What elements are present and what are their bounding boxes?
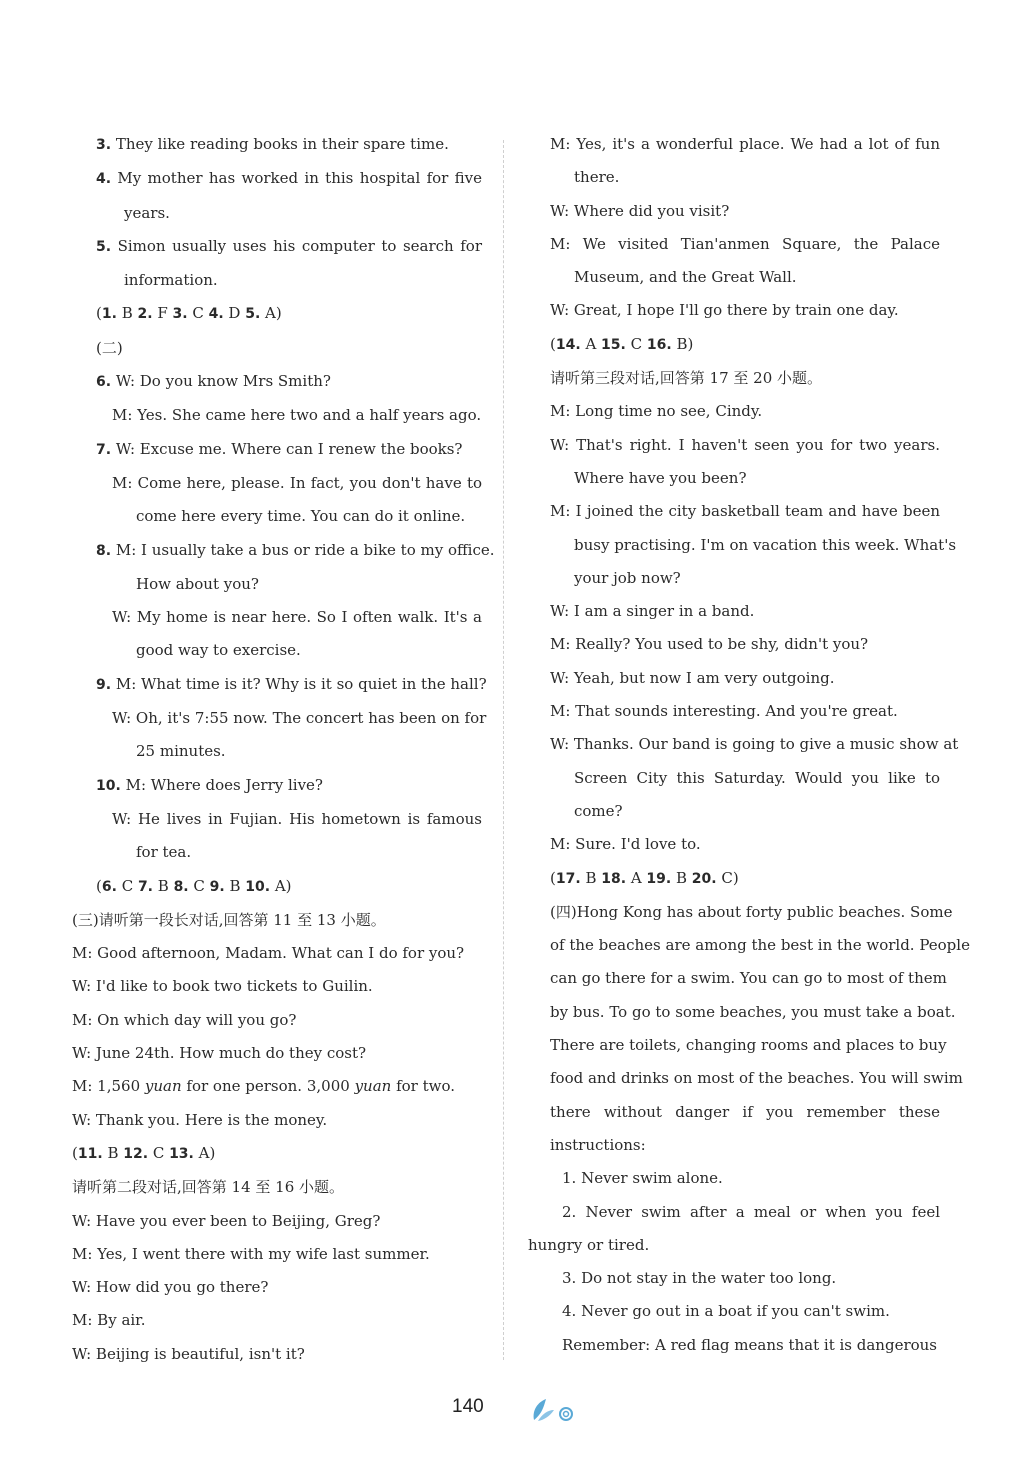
line-text: M: What time is it? Why is it so quiet in the hall? — [111, 674, 487, 693]
line-text: M: Really? You used to be shy, didn't you? — [550, 635, 869, 654]
text-line — [72, 332, 482, 365]
line-text: ( — [550, 868, 556, 887]
line-text: 3. Do not stay in the water too long. — [562, 1269, 837, 1288]
line-text: ( — [550, 334, 556, 353]
line-text: Screen City this Saturday. Would you like to — [574, 768, 940, 787]
page-footer — [0, 1396, 1009, 1426]
line-text: ( — [96, 304, 102, 323]
line-text: D — [223, 304, 246, 323]
line-text: W: Thanks. Our band is going to give a music show at — [550, 735, 959, 754]
line-text: for one person. 3,000 — [181, 1077, 355, 1096]
text-line — [72, 1238, 482, 1271]
line-text: B — [153, 876, 174, 895]
text-line — [72, 970, 482, 1003]
question-number: 18. — [601, 870, 627, 887]
text-line — [72, 467, 482, 500]
line-text: C — [625, 334, 647, 353]
text-line — [528, 1062, 963, 1095]
line-text: information. — [124, 271, 218, 290]
line-text: M: Long time no see, Cindy. — [550, 402, 763, 421]
question-number: 14. — [555, 336, 581, 353]
line-text: C — [187, 304, 209, 323]
line-text: 1. Never swim alone. — [562, 1169, 723, 1188]
line-text: W: Do you know Mrs Smith? — [111, 372, 331, 391]
line-text: M: Yes. She came here two and a half years ago. — [112, 406, 482, 425]
line-text: W: I'd like to book two tickets to Guilin. — [72, 977, 373, 996]
question-number: 3. — [96, 137, 112, 153]
text-line — [528, 628, 940, 661]
line-text: by bus. To go to some beaches, you must take a boat. — [550, 1002, 956, 1021]
line-text: W: Oh, it's 7:55 now. The concert has been on for — [112, 709, 487, 728]
text-line — [72, 1271, 482, 1304]
question-number: 20. — [691, 870, 717, 887]
line-text: for tea. — [136, 843, 192, 862]
line-text: F — [152, 304, 173, 323]
line-text: ( — [96, 876, 102, 895]
question-number: 12. — [123, 1145, 149, 1162]
text-line — [528, 529, 957, 562]
text-line — [528, 595, 940, 628]
line-text: come here every time. You can do it online. — [136, 507, 466, 526]
text-line — [72, 1205, 482, 1238]
line-text: A) — [193, 1143, 216, 1162]
text-line — [528, 728, 959, 761]
text-line — [72, 803, 482, 836]
line-text: food and drinks on most of the beaches. You will swim — [550, 1069, 963, 1088]
text-line — [72, 500, 482, 533]
line-text: (二) — [96, 338, 123, 357]
line-text: B — [102, 1143, 124, 1162]
question-number: 1. — [101, 306, 117, 323]
text-line — [528, 1229, 940, 1262]
line-text: W: Beijing is beautiful, isn't it? — [72, 1344, 305, 1363]
text-line — [72, 601, 482, 634]
line-text: A) — [260, 304, 282, 323]
line-text: C — [188, 876, 210, 895]
line-text: can go there for a swim. You can go to most of them — [550, 969, 947, 988]
text-line — [72, 735, 482, 768]
text-line — [72, 1104, 482, 1137]
question-number: 11. — [77, 1145, 103, 1162]
line-text: W: How did you go there? — [72, 1278, 269, 1297]
text-line — [528, 762, 940, 795]
line-text: W: Have you ever been to Beijing, Greg? — [72, 1211, 381, 1230]
left-column — [72, 128, 495, 1371]
text-line — [72, 197, 482, 230]
line-text: There are toilets, changing rooms and places to buy — [550, 1036, 947, 1055]
text-line — [528, 261, 940, 294]
line-text: W: I am a singer in a band. — [550, 602, 755, 621]
question-number: 17. — [555, 870, 581, 887]
line-text: come? — [574, 801, 623, 820]
italic-text: yuan — [144, 1077, 182, 1096]
line-text: W: Where did you visit? — [550, 201, 730, 220]
line-text: 25 minutes. — [136, 742, 226, 761]
line-text: C — [116, 876, 138, 895]
line-text: there. — [574, 168, 620, 187]
line-text: M: Where does Jerry live? — [120, 775, 323, 794]
text-line — [528, 1162, 940, 1195]
line-text: A) — [270, 876, 292, 895]
line-text: W: He lives in Fujian. His hometown is famous — [112, 809, 482, 828]
line-text: W: Yeah, but now I am very outgoing. — [550, 668, 835, 687]
text-line — [528, 795, 940, 828]
text-line — [72, 1338, 482, 1371]
line-text: Remember: A red flag means that it is dangerous — [562, 1335, 937, 1354]
line-text: M: Good afternoon, Madam. What can I do for you? — [72, 944, 465, 963]
line-text: A — [626, 868, 647, 887]
line-text: B) — [671, 334, 694, 353]
question-number: 8. — [96, 542, 112, 559]
text-line — [72, 1171, 482, 1204]
text-line — [72, 1004, 482, 1037]
line-text: W: Excuse me. Where can I renew the books? — [111, 439, 463, 458]
question-number: 8. — [173, 878, 189, 895]
line-text: M: I usually take a bus or ride a bike to my office. — [111, 540, 495, 559]
line-text: M: I joined the city basketball team and have been — [550, 502, 940, 521]
text-line — [72, 937, 482, 970]
text-line — [528, 429, 940, 462]
question-number: 19. — [646, 870, 672, 887]
question-number: 13. — [169, 1145, 194, 1162]
line-text: C) — [716, 868, 739, 887]
text-line — [72, 534, 495, 568]
text-line — [528, 1096, 940, 1129]
text-line — [72, 702, 487, 735]
leaf-swirl-logo — [528, 1396, 580, 1424]
text-line — [72, 904, 482, 937]
line-text: 4. Never go out in a boat if you can't swim. — [562, 1302, 890, 1321]
text-line — [72, 1070, 482, 1103]
line-text: They like reading books in their spare time. — [111, 135, 449, 153]
line-text: M: We visited Tian'anmen Square, the Palace — [550, 234, 940, 253]
line-text: W: Great, I hope I'll go there by train one day. — [550, 301, 899, 320]
text-line — [528, 161, 940, 194]
line-text: M: Yes, I went there with my wife last summer. — [72, 1244, 430, 1263]
page-number: 140 — [452, 1396, 484, 1417]
text-line — [72, 1304, 482, 1337]
text-line — [528, 828, 940, 861]
line-text: (三)请听第一段长对话,回答第 11 至 13 小题。 — [72, 910, 386, 929]
text-line — [528, 395, 940, 428]
text-line — [528, 962, 947, 995]
line-text: hungry or tired. — [528, 1235, 650, 1254]
question-number: 7. — [96, 441, 112, 458]
text-line — [72, 162, 482, 196]
line-text: How about you? — [136, 574, 259, 593]
line-text: M: By air. — [72, 1311, 146, 1330]
line-text: W: That's right. I haven't seen you for two years. — [550, 435, 940, 454]
question-number: 4. — [96, 171, 112, 188]
line-text: A — [580, 334, 602, 353]
question-number: 3. — [172, 306, 188, 323]
line-text: of the beaches are among the best in the world. People — [550, 936, 970, 955]
text-line — [528, 128, 940, 161]
text-line — [72, 870, 482, 904]
line-text: B — [224, 876, 246, 895]
text-line — [528, 1262, 940, 1295]
text-line — [72, 836, 482, 869]
text-line — [528, 929, 970, 962]
question-number: 9. — [96, 676, 112, 693]
text-line — [72, 230, 482, 264]
text-line — [72, 634, 482, 667]
question-number: 6. — [101, 878, 117, 895]
text-line — [528, 1329, 940, 1362]
column-divider — [503, 140, 504, 1360]
text-line — [528, 328, 940, 362]
line-text: C — [148, 1143, 170, 1162]
line-text: ( — [72, 1143, 78, 1162]
question-number: 10. — [245, 878, 271, 895]
line-text: busy practising. I'm on vacation this week. What's — [574, 535, 957, 554]
question-number: 10. — [96, 777, 121, 794]
line-text: M: Come here, please. In fact, you don't have to — [112, 473, 482, 492]
line-text: Simon usually uses his computer to search for — [111, 236, 482, 255]
question-number: 15. — [601, 336, 626, 353]
question-number: 2. — [137, 306, 153, 323]
question-number: 5. — [96, 238, 112, 255]
line-text: B — [671, 868, 692, 887]
text-line — [528, 228, 940, 261]
text-line — [528, 695, 940, 728]
text-line — [528, 462, 940, 495]
text-line — [72, 264, 482, 297]
text-line — [528, 1196, 940, 1229]
line-text: instructions: — [550, 1135, 646, 1154]
question-number: 16. — [646, 336, 672, 353]
text-line — [72, 433, 482, 467]
text-line — [72, 1137, 482, 1171]
text-line — [72, 399, 482, 432]
question-number: 5. — [245, 306, 261, 323]
text-line — [528, 1029, 947, 1062]
text-line — [528, 862, 940, 896]
text-line — [528, 996, 956, 1029]
line-text: (四)Hong Kong has about forty public beaches. Some — [550, 902, 953, 921]
line-text: Where have you been? — [574, 468, 747, 487]
question-number: 6. — [96, 374, 112, 391]
line-text: My mother has worked in this hospital for five — [111, 169, 482, 188]
line-text: Museum, and the Great Wall. — [574, 268, 797, 287]
italic-text: yuan — [354, 1077, 392, 1096]
text-line — [528, 562, 940, 595]
question-number: 9. — [209, 878, 225, 895]
text-line — [72, 668, 487, 702]
line-text: B — [580, 868, 602, 887]
line-text: W: Thank you. Here is the money. — [72, 1110, 328, 1129]
line-text: 请听第二段对话,回答第 14 至 16 小题。 — [72, 1178, 345, 1197]
text-line — [72, 1037, 482, 1070]
text-line — [72, 297, 482, 331]
line-text: your job now? — [574, 568, 681, 587]
line-text: 2. Never swim after a meal or when you feel — [562, 1202, 940, 1221]
line-text: good way to exercise. — [136, 641, 301, 660]
line-text: M: Sure. I'd love to. — [550, 835, 701, 854]
line-text: there without danger if you remember these — [550, 1102, 940, 1121]
text-line — [72, 769, 482, 803]
text-line — [72, 128, 482, 162]
line-text: years. — [124, 203, 170, 222]
right-column — [528, 128, 970, 1362]
text-line — [528, 294, 940, 327]
line-text: W: June 24th. How much do they cost? — [72, 1044, 367, 1063]
text-line — [528, 896, 953, 929]
question-number: 7. — [137, 878, 153, 895]
text-line — [528, 362, 940, 395]
text-line — [72, 568, 482, 601]
line-text: M: That sounds interesting. And you're great. — [550, 702, 898, 721]
line-text: 请听第三段对话,回答第 17 至 20 小题。 — [550, 369, 823, 388]
line-text: M: On which day will you go? — [72, 1010, 297, 1029]
question-number: 4. — [208, 306, 224, 323]
line-text: B — [116, 304, 138, 323]
line-text: for two. — [391, 1077, 456, 1096]
line-text: M: 1,560 — [72, 1077, 145, 1096]
line-text: M: Yes, it's a wonderful place. We had a lot of fun — [550, 135, 940, 153]
text-line — [528, 195, 940, 228]
text-line — [528, 1295, 940, 1328]
text-line — [72, 365, 482, 399]
text-line — [528, 662, 940, 695]
text-line — [528, 495, 940, 528]
text-line — [528, 1129, 940, 1162]
line-text: W: My home is near here. So I often walk. It's a — [112, 608, 482, 627]
